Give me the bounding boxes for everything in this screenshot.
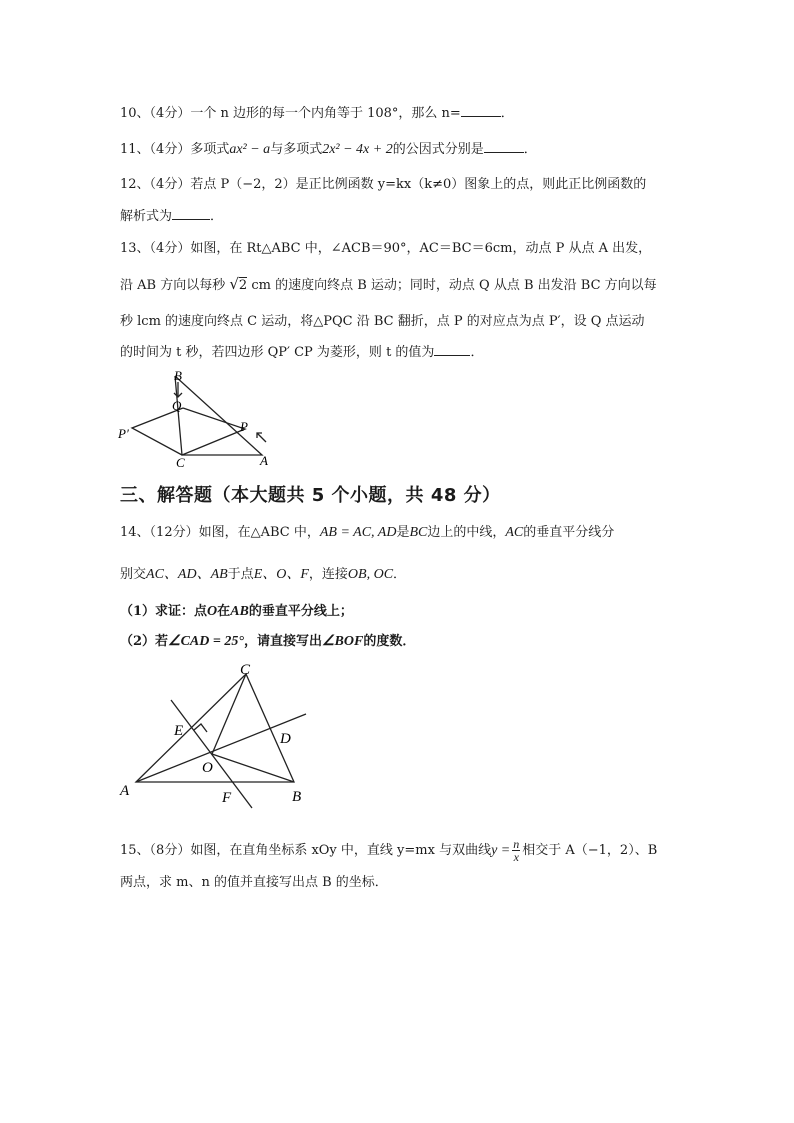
q13-sqrt-value: 2 — [238, 278, 248, 293]
label-p-prime: P′ — [118, 426, 129, 441]
q14-part2-text-b: ，请直接写出 — [243, 634, 322, 649]
question-14-line1 — [120, 524, 614, 542]
q14-part1-math-o: O — [207, 604, 218, 619]
q14-part1-text-c: 的垂直平分线上； — [248, 604, 353, 619]
label-b: B — [174, 368, 182, 383]
q11-answer-blank[interactable] — [484, 140, 524, 153]
q14-part2-math-bof: ∠BOF — [321, 634, 364, 649]
q10-text: 10、（4分）一个 n 边形的每一个内角等于 108°，那么 n= — [120, 106, 461, 121]
question-15-line1 — [120, 838, 657, 864]
section-3-heading: 三、解答题（本大题共 5 个小题，共 48 分） — [120, 485, 501, 506]
q11-period: ． — [523, 142, 537, 157]
q14-part2-text-a: （2）若 — [120, 634, 169, 649]
q15-text-b: 相交于 A（−1，2）、B — [522, 843, 658, 858]
q11-polynomial-2: 2x² − 4x + 2 — [322, 142, 393, 157]
q13-text-c: 的时间为 t 秒，若四边形 QP′ CP 为菱形，则 t 的值为 — [120, 345, 435, 360]
q14-math-ab-ac: AB = AC, AD — [319, 525, 397, 540]
question-12-line1: 12、（4分）若点 P（−2，2）是正比例函数 y=kx（k≠0）图象上的点，则此正比例函数的 — [120, 177, 647, 192]
question-13-line2 — [120, 275, 657, 295]
q14-math-bc: BC — [409, 525, 428, 540]
q11-polynomial-1: ax² − a — [229, 142, 271, 157]
q14-text-d: 的垂直平分线分 — [523, 525, 615, 540]
arrow-a-up — [257, 433, 266, 442]
q14-figure — [116, 662, 316, 810]
question-12-line2 — [120, 207, 223, 226]
q14-part1-math-ab: AB — [230, 604, 249, 619]
question-13-line1: 13、（4分）如图，在 Rt△ABC 中，∠ACB＝90°，AC＝BC＝6cm，动点 P 从点 A 出发， — [120, 241, 652, 256]
label-b: B — [292, 789, 302, 805]
rhombus-qpcp — [132, 408, 245, 455]
question-15-line2: 两点，求 m、n 的值并直接写出点 B 的坐标． — [120, 875, 388, 890]
median-ad — [136, 714, 306, 782]
perpendicular-bisector — [171, 700, 252, 808]
sqrt-symbol: √ — [229, 275, 239, 293]
label-o: O — [202, 760, 213, 776]
q14-text-c: 边上的中线， — [427, 525, 506, 540]
question-14-part2 — [120, 633, 415, 651]
q12-period: ． — [210, 209, 224, 224]
q13-answer-blank[interactable] — [434, 343, 470, 356]
q15-fraction — [512, 838, 520, 863]
q15-fraction-denominator: x — [513, 850, 519, 864]
q14-text-a: 14、（12分）如图，在△ABC 中， — [120, 525, 320, 540]
q13-text-b: cm 的速度向终点 B 运动；同时，动点 Q 从点 B 出发沿 BC 方向以每 — [251, 278, 657, 293]
question-14-part1 — [120, 603, 353, 621]
q13-period: ． — [470, 345, 484, 360]
q14-text-g: ，连接 — [308, 567, 348, 582]
q14-text-e: 别交 — [120, 567, 147, 582]
label-a: A — [260, 453, 268, 468]
q11-text-a: 11、（4分）多项式 — [120, 142, 230, 157]
q10-period: ． — [500, 106, 514, 121]
q14-math-sides: AC、AD、AB — [146, 567, 228, 582]
label-e: E — [174, 723, 184, 739]
q11-text-b: 与多项式 — [270, 142, 323, 157]
q15-text-a: 15、（8分）如图，在直角坐标系 xOy 中，直线 y=mx 与双曲线 — [120, 843, 492, 858]
q14-math-ob-oc: OB, OC — [347, 567, 394, 582]
q12-answer-blank[interactable] — [172, 207, 210, 220]
right-angle-mark — [194, 724, 207, 732]
label-p: P — [240, 419, 248, 434]
segment-oc — [212, 674, 246, 754]
q13-text-a: 沿 AB 方向以每秒 — [120, 278, 226, 293]
q14-math-points: E、O、F — [253, 567, 309, 582]
question-13-line3: 秒 lcm 的速度向终点 C 运动，将△PQC 沿 BC 翻折，点 P 的对应点为点 P′，设 Q 点运动 — [120, 314, 645, 329]
label-c: C — [176, 455, 185, 470]
q14-text-b: 是 — [396, 525, 410, 540]
label-c: C — [240, 662, 251, 678]
q14-text-f: 于点 — [227, 567, 254, 582]
question-14-line2 — [120, 566, 406, 584]
label-a: A — [120, 783, 130, 799]
label-q: Q — [172, 398, 182, 413]
segment-ob — [212, 754, 294, 782]
q14-part1-text-a: （1）求证：点 — [120, 604, 208, 619]
q14-text-h: ． — [393, 567, 407, 582]
q12-text: 解析式为 — [120, 209, 173, 224]
q15-fraction-numerator: n — [513, 837, 520, 851]
q14-part2-text-c: 的度数． — [363, 634, 416, 649]
label-d: D — [280, 731, 291, 747]
q11-text-c: 的公因式分别是 — [392, 142, 484, 157]
q14-part2-math-angle: ∠CAD = 25° — [168, 634, 244, 649]
question-10 — [120, 104, 514, 123]
question-11 — [120, 140, 537, 159]
q14-part1-text-b: 在 — [217, 604, 231, 619]
q15-math-y: y = — [491, 843, 511, 858]
q14-math-ac: AC — [505, 525, 524, 540]
q13-figure — [112, 366, 282, 470]
question-13-line4 — [120, 343, 483, 362]
label-f: F — [222, 790, 232, 806]
triangle-abc — [175, 376, 262, 455]
q10-answer-blank[interactable] — [461, 104, 501, 117]
